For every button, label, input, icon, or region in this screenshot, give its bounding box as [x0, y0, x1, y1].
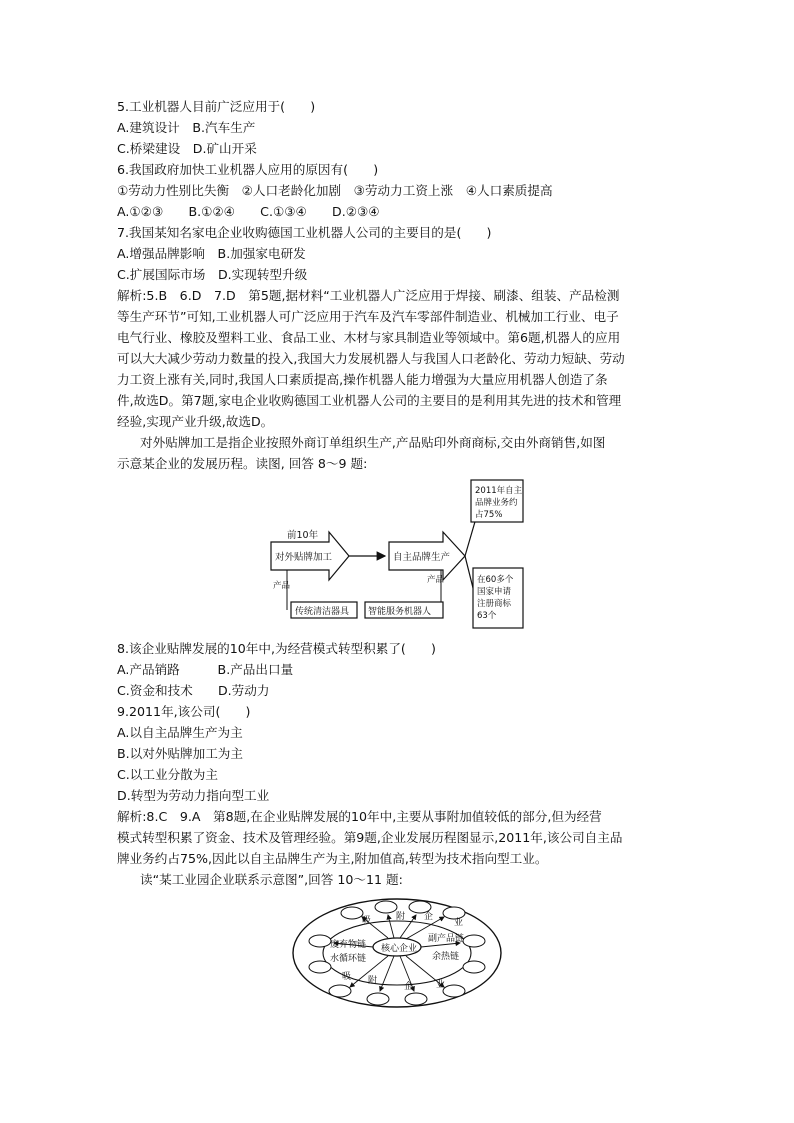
- q7-options-cd: C.扩展国际市场 D.实现转型升级: [117, 267, 308, 282]
- product2-text: 智能服务机器人: [368, 607, 432, 617]
- satellite-enterprise: [463, 935, 485, 947]
- arrow1-label: 对外贴牌加工: [275, 552, 333, 563]
- heat-chain-label: 余热链: [432, 952, 460, 962]
- q5-options-ab: A.建筑设计 B.汽车生产: [117, 120, 256, 135]
- brand-share-line: 品牌业务约: [475, 498, 518, 508]
- satellite-enterprise: [405, 993, 427, 1005]
- industrial-park-diagram: [290, 895, 504, 1011]
- trademark-line: 注册商标: [477, 599, 512, 609]
- brand-share-line: 2011年自主: [475, 486, 523, 496]
- q6-stem: 6.我国政府加快工业机器人应用的原因有( ): [117, 162, 379, 177]
- q9-option-a: A.以自主品牌生产为主: [117, 725, 243, 740]
- analysis-line: 解析:5.B 6.D 7.D 第5题,据材料“工业机器人广泛应用于焊接、刷漆、组装、产品检测: [117, 288, 620, 303]
- q5-options-cd: C.桥梁建设 D.矿山开采: [117, 141, 257, 156]
- byproduct-chain-label: 副产品链: [428, 934, 465, 944]
- product-label: 产品: [427, 575, 445, 585]
- trademark-line: 国家申请: [477, 587, 512, 597]
- satellite-enterprise: [375, 901, 397, 913]
- analysis-line: 模式转型积累了资金、技术及管理经验。第9题,企业发展历程图显示,2011年,该公司自主品: [117, 830, 623, 845]
- satellite-enterprise: [309, 935, 331, 947]
- top-char: 附: [396, 912, 406, 922]
- q8-options-ab: A.产品销路 B.产品出口量: [117, 662, 294, 677]
- bottom-char: 吸: [342, 972, 352, 982]
- analysis-line: 等生产环节”可知,工业机器人可广泛应用于汽车及汽车零部件制造业、机械加工行业、电子: [117, 309, 619, 324]
- q7-stem: 7.我国某知名家电企业收购德国工业机器人公司的主要目的是( ): [117, 225, 492, 240]
- satellite-enterprise: [367, 993, 389, 1005]
- years-label: 前10年: [287, 530, 319, 541]
- analysis-line: 牌业务约占75%,因此以自主品牌生产为主,附加值高,转型为技术指向型工业。: [117, 851, 548, 866]
- intro-paragraph-line: 对外贴牌加工是指企业按照外商订单组织生产,产品贴印外商商标,交由外商销售,如图: [140, 435, 606, 450]
- q5-stem: 5.工业机器人目前广泛应用于( ): [117, 99, 316, 114]
- analysis-line: 经验,实现产业升级,故选D。: [117, 414, 274, 429]
- analysis-line: 解析:8.C 9.A 第8题,在企业贴牌发展的10年中,主要从事附加值较低的部分,但为经营: [117, 809, 602, 824]
- trademark-line: 63个: [477, 611, 497, 621]
- q8-stem: 8.该企业贴牌发展的10年中,为经营模式转型积累了( ): [117, 641, 436, 656]
- bottom-char: 企: [404, 982, 414, 992]
- brand-share-line: 占75%: [475, 510, 503, 520]
- analysis-line: 件,故选D。第7题,家电企业收购德国工业机器人公司的主要目的是利用其先进的技术和管理: [117, 393, 622, 408]
- q6-items: ①劳动力性别比失衡 ②人口老龄化加剧 ③劳动力工资上涨 ④人口素质提高: [117, 183, 553, 198]
- q9-stem: 9.2011年,该公司( ): [117, 704, 251, 719]
- top-char: 吸: [362, 916, 372, 926]
- satellite-enterprise: [329, 985, 351, 997]
- core-label: 核心企业: [381, 944, 418, 954]
- intro-line: 读“某工业园企业联系示意图”,回答 10～11 题:: [140, 872, 403, 887]
- top-char: 业: [454, 918, 464, 928]
- q7-options-ab: A.增强品牌影响 B.加强家电研发: [117, 246, 306, 261]
- satellite-enterprise: [463, 961, 485, 973]
- trademark-line: 在60多个: [477, 575, 514, 585]
- product-label: 产品: [273, 581, 291, 591]
- bottom-char: 业: [436, 980, 446, 990]
- satellite-enterprise: [443, 985, 465, 997]
- arrow2-label: 自主品牌生产: [393, 552, 451, 563]
- analysis-line: 电气行业、橡胶及塑料工业、食品工业、木材与家具制造业等领域中。第6题,机器人的应用: [117, 330, 621, 345]
- satellite-enterprise: [309, 961, 331, 973]
- development-diagram: [265, 478, 525, 634]
- q9-option-d: D.转型为劳动力指向型工业: [117, 788, 270, 803]
- satellite-enterprise: [341, 907, 363, 919]
- q6-options: A.①②③ B.①②④ C.①③④ D.②③④: [117, 204, 380, 219]
- product1-text: 传统清洁器具: [295, 607, 350, 617]
- top-char: 企: [424, 912, 434, 922]
- q9-option-b: B.以对外贴牌加工为主: [117, 746, 243, 761]
- bottom-char: 附: [368, 976, 378, 986]
- q9-option-c: C.以工业分散为主: [117, 767, 218, 782]
- waste-chain-label: 废弃物链: [330, 940, 367, 950]
- q8-options-cd: C.资金和技术 D.劳动力: [117, 683, 270, 698]
- intro-paragraph-line: 示意某企业的发展历程。读图, 回答 8～9 题:: [117, 456, 368, 471]
- water-chain-label: 水循环链: [330, 954, 367, 964]
- analysis-line: 力工资上涨有关,同时,我国人口素质提高,操作机器人能力增强为大量应用机器人创造了条: [117, 372, 608, 387]
- analysis-line: 可以大大减少劳动力数量的投入,我国大力发展机器人与我国人口老龄化、劳动力短缺、劳动: [117, 351, 625, 366]
